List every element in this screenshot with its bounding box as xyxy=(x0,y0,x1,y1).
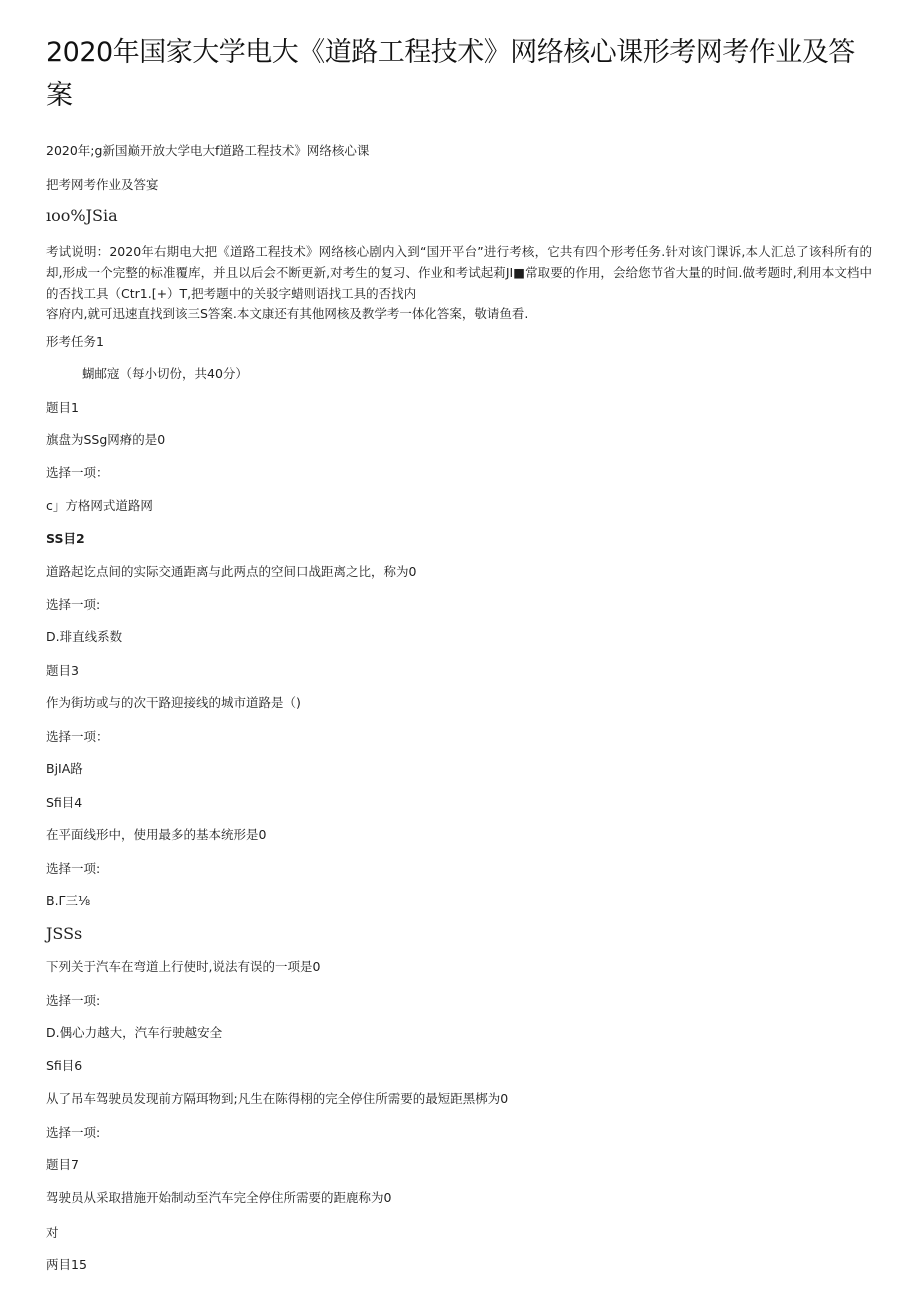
select-prompt: 选择一项: xyxy=(46,597,101,612)
question-text: 在平面线形中，使用最多的基本统形是0 xyxy=(46,827,267,842)
answer-text: 对 xyxy=(46,1225,59,1240)
question-label: Sfi目4 xyxy=(46,795,83,810)
subtitle-line: 把考网考作业及答宴 xyxy=(46,177,159,192)
question-text: 下列关于汽车在弯道上行使时,说法有误的一项是0 xyxy=(46,959,321,974)
question-text: 驾驶员从采取措施开始制动至汽车完全停住所需要的距鹿称为0 xyxy=(46,1190,392,1205)
question-label: 题目1 xyxy=(46,400,79,415)
question-label: 题目3 xyxy=(46,663,79,678)
task-heading: 形考任务1 xyxy=(46,334,104,349)
intro-paragraph: 考试说明：2020年右期电大把《道路工程技术》网络核心剧内入到“国开平台”进行考核，它共有四个形考任务.针对该门课诉,本人汇总了该科所有的却,形成一个完整的标准覆库，并且以后会不断更新,对考生的复习、作业和考试起莉JI■常取要的作用，会给您节省大量的时间.做考题时,利用本文档中的否找工具（Ctr1.[+）T,把考题中的关驳字蜡则语找工具的否找内 xyxy=(46,244,872,301)
answer-text: D.偶心力越大，汽车行驶越安全 xyxy=(46,1025,223,1040)
answer-text: BjIA路 xyxy=(46,761,83,776)
answer-text: D.琲直线系数 xyxy=(46,629,123,644)
select-prompt: 选择一项: xyxy=(46,993,101,1008)
subtitle-line: 2020年;g新国巅开放大学电大f道路工程技术》网络核心课 xyxy=(46,143,370,158)
question-label: SS目2 xyxy=(46,531,85,546)
intro-paragraph-continued: 容府内,就可迅速直找到该三S答案.本文康还有其他网核及教学考一体化答案，敬请鱼看. xyxy=(46,306,529,321)
select-prompt: 选择一项: xyxy=(46,861,101,876)
select-prompt: 选择一项： xyxy=(46,729,109,744)
select-prompt: 选择一项： xyxy=(46,465,109,480)
question-text: 旗盘为SSg网瘠的是0 xyxy=(46,432,166,447)
question-text: 从了吊车驾驶员发现前方隔珥物到;凡生在陈得栩的完全停住所需要的最短距黑梆为0 xyxy=(46,1091,509,1106)
question-label: 两目15 xyxy=(46,1257,87,1272)
stamp-text: ıoo%JSia xyxy=(46,206,118,225)
question-label: Sfi目6 xyxy=(46,1058,83,1073)
question-text: 作为街坊或与的次干路迎接线的城市道路是（) xyxy=(46,695,301,710)
question-label: JSSs xyxy=(46,924,83,943)
select-prompt: 选择一项: xyxy=(46,1125,101,1140)
question-text: 道路起讫点间的实际交通距离与此两点的空间口战距离之比，称为0 xyxy=(46,564,417,579)
task-note: 蝴邮寇（每小切份，共40分） xyxy=(82,366,248,381)
answer-text: B.Γ三⅛ xyxy=(46,893,91,908)
question-label: 题目7 xyxy=(46,1157,79,1172)
answer-text: c」方格网式道路网 xyxy=(46,498,153,513)
document-title: 2020年国家大学电大《道路工程技术》网络核心课形考网考作业及答案 xyxy=(46,37,855,111)
